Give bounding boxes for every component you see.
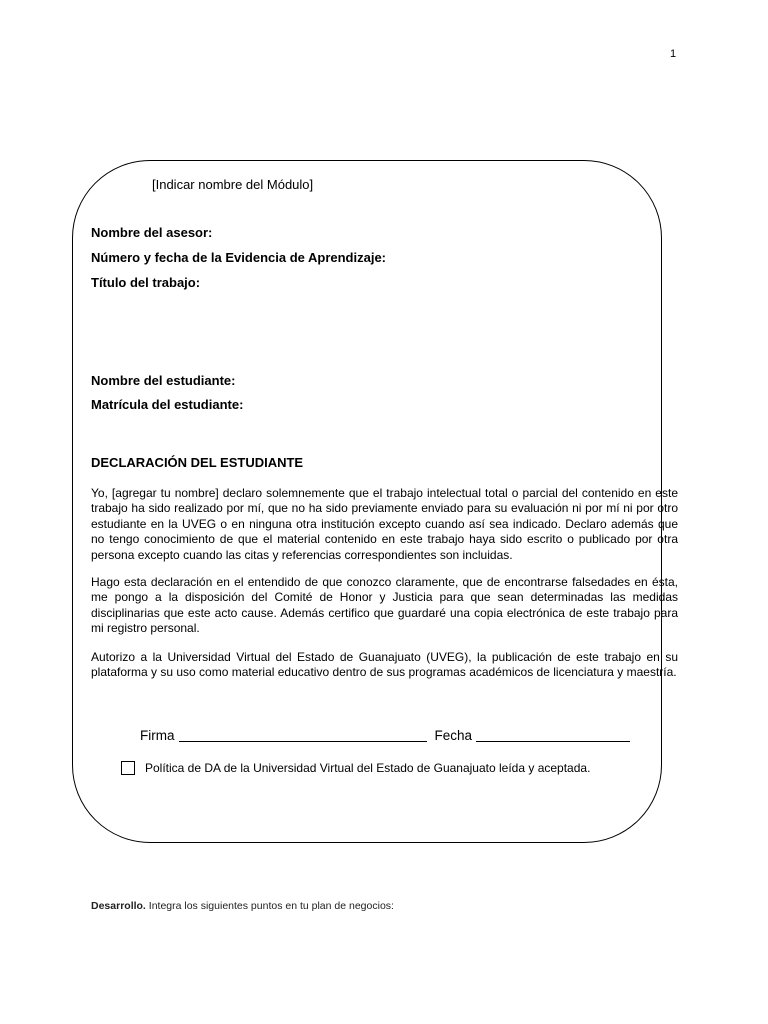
field-asesor: Nombre del asesor: [91,225,213,240]
declaration-paragraph-2: Hago esta declaración en el entendido de que conozco claramente, que de encontrarse falsedades en ésta, me pongo a la disposición del Comité de Honor y Justicia para que sean determinadas las medidas disciplinarias que este acto cause. Además certifico que guardaré una copia electrónica de este trabajo para mi registro personal. [91,575,678,636]
page-number: 1 [670,48,677,60]
fecha-label: Fecha [434,728,473,743]
field-matricula: Matrícula del estudiante: [91,397,244,412]
firma-label: Firma [140,728,175,743]
declaration-title: DECLARACIÓN DEL ESTUDIANTE [91,455,304,470]
field-titulo: Título del trabajo: [91,275,201,290]
field-estudiante: Nombre del estudiante: [91,373,236,388]
policy-text: Política de DA de la Universidad Virtual del Estado de Guanajuato leída y aceptada. [145,761,591,775]
module-name-placeholder: [Indicar nombre del Módulo] [152,177,314,192]
desarrollo-line [91,900,394,912]
field-evidencia: Número y fecha de la Evidencia de Aprendizaje: [91,250,387,265]
declaration-paragraph-1: Yo, [agregar tu nombre] declaro solemnemente que el trabajo intelectual total o parcial del contenido en este trabajo ha sido realizado por mí, que no ha sido previamente enviado para su evaluación ni por mí ni por otro estudiante en la UVEG o en ninguna otra institución excepto cuando así sea indicado. Declaro además que no tengo conocimiento de que el material contenido en este trabajo haya sido escrito o publicado por otra persona excepto cuando las citas y referencias correspondientes son incluidas. [91,486,678,562]
fecha-blank[interactable] [476,728,630,742]
desarrollo-label: Desarrollo. [91,900,146,912]
signature-line [140,728,630,743]
firma-blank[interactable] [179,728,427,742]
policy-acceptance [121,761,590,775]
desarrollo-text: Integra los siguientes puntos en tu plan de negocios: [148,900,394,912]
declaration-paragraph-3: Autorizo a la Universidad Virtual del Estado de Guanajuato (UVEG), la publicación de este trabajo en su plataforma y su uso como material educativo dentro de sus programas académicos de licenciatura y maestría. [91,650,678,680]
policy-checkbox[interactable] [121,761,135,775]
